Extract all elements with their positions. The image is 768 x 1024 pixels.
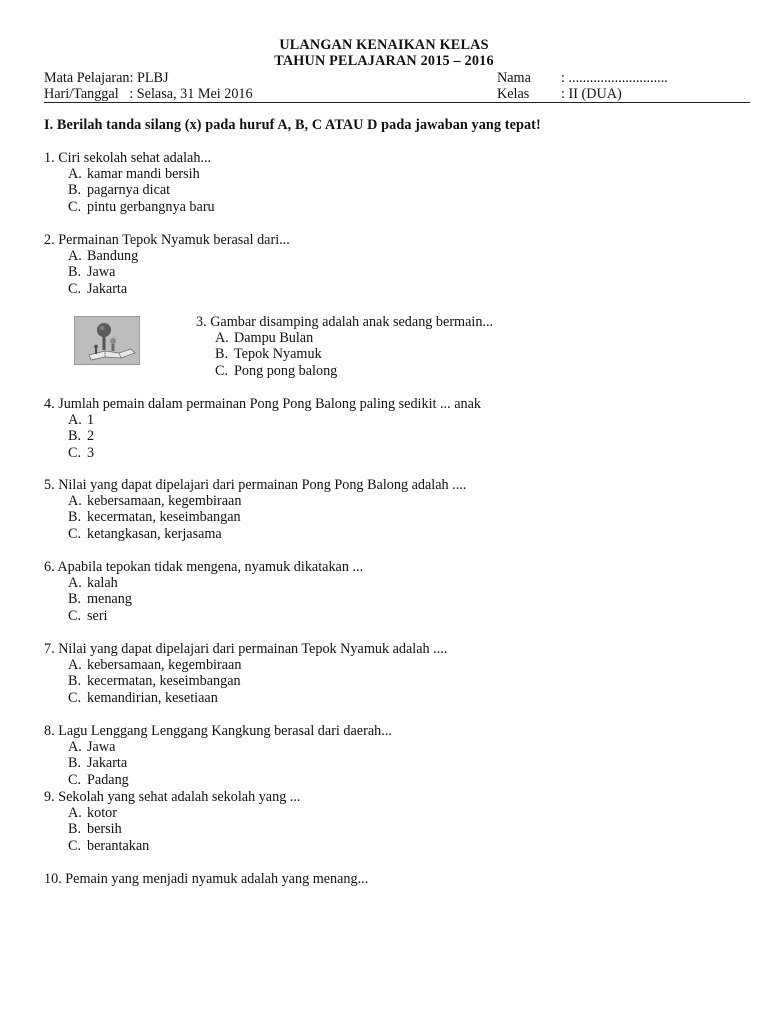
option-text: Pong pong balong — [234, 362, 338, 379]
class-value: : II (DUA) — [561, 86, 622, 102]
question-5-option-b — [68, 509, 241, 525]
playground-icon — [75, 317, 139, 364]
question-9-option-b — [68, 821, 122, 837]
option-letter: C. — [68, 198, 82, 215]
exam-title: ULANGAN KENAIKAN KELAS — [279, 37, 489, 53]
question-1-option-a — [68, 166, 200, 182]
question-3-option-c — [215, 363, 337, 379]
class-label: Kelas — [497, 86, 530, 102]
option-letter: C. — [68, 607, 82, 624]
option-text: Tepok Nyamuk — [234, 346, 322, 363]
option-text: 2 — [87, 428, 95, 445]
question-4-option-c — [68, 445, 94, 461]
question-8-option-b — [68, 755, 127, 771]
option-text: bersih — [87, 821, 122, 838]
option-letter: B. — [68, 821, 82, 838]
question-6-option-b — [68, 591, 132, 607]
option-text: kemandirian, kesetiaan — [87, 689, 218, 706]
question-7-option-c — [68, 690, 218, 706]
option-text: Dampu Bulan — [234, 330, 314, 346]
option-letter: A. — [68, 412, 82, 428]
option-text: pintu gerbangnya baru — [87, 198, 215, 215]
option-letter: B. — [68, 509, 82, 526]
question-8-option-a — [68, 739, 115, 755]
question-4-option-b — [68, 428, 94, 444]
option-letter: A. — [68, 166, 82, 182]
question-6-option-c — [68, 608, 108, 624]
question-2-option-b — [68, 264, 115, 280]
option-letter: C. — [68, 525, 82, 542]
question-2-option-c — [68, 281, 127, 297]
question-1-option-b — [68, 182, 170, 198]
option-text: Jawa — [87, 264, 116, 281]
name-value: : ............................ — [561, 70, 668, 86]
question-1-option-c — [68, 199, 215, 215]
option-text: ketangkasan, kerjasama — [87, 525, 222, 542]
option-text: kebersamaan, kegembiraan — [87, 493, 242, 509]
option-letter: A. — [68, 575, 82, 591]
header-divider — [44, 102, 750, 103]
option-text: menang — [87, 591, 132, 608]
question-3: 3. Gambar disamping adalah anak sedang bermain... — [196, 314, 494, 330]
option-text: Jakarta — [87, 280, 128, 297]
children-playing-illustration — [74, 316, 140, 365]
option-letter: B. — [68, 428, 82, 445]
question-7-option-b — [68, 673, 241, 689]
option-text: kotor — [87, 805, 117, 821]
question-6: 6. Apabila tepokan tidak mengena, nyamuk dikatakan ... — [44, 559, 364, 575]
question-5-option-c — [68, 526, 222, 542]
subject-label: Mata Pelajaran: PLBJ — [44, 70, 169, 86]
option-text: seri — [87, 607, 108, 624]
option-text: 3 — [87, 444, 95, 461]
question-1: 1. Ciri sekolah sehat adalah... — [44, 150, 212, 166]
option-text: kecermatan, keseimbangan — [87, 673, 241, 690]
option-letter: A. — [215, 330, 229, 346]
question-2: 2. Permainan Tepok Nyamuk berasal dari... — [44, 232, 290, 248]
option-letter: C. — [68, 444, 82, 461]
question-5-option-a — [68, 493, 241, 509]
question-8: 8. Lagu Lenggang Lenggang Kangkung berasal dari daerah... — [44, 723, 392, 739]
name-label: Nama — [497, 70, 531, 86]
option-text: berantakan — [87, 837, 150, 854]
question-2-option-a — [68, 248, 138, 264]
option-letter: C. — [68, 280, 82, 297]
option-letter: B. — [68, 182, 82, 199]
question-7: 7. Nilai yang dapat dipelajari dari permainan Tepok Nyamuk adalah .... — [44, 641, 448, 657]
option-text: Jakarta — [87, 755, 128, 772]
option-letter: C. — [215, 362, 229, 379]
question-3-option-a — [215, 330, 313, 346]
option-letter: C. — [68, 689, 82, 706]
question-4: 4. Jumlah pemain dalam permainan Pong Pong Balong paling sedikit ... anak — [44, 396, 481, 412]
option-letter: B. — [68, 264, 82, 281]
option-text: kalah — [87, 575, 118, 591]
option-letter: C. — [68, 771, 82, 788]
question-4-option-a — [68, 412, 94, 428]
option-letter: A. — [68, 657, 82, 673]
question-9: 9. Sekolah yang sehat adalah sekolah yang ... — [44, 789, 301, 805]
option-text: Padang — [87, 771, 129, 788]
option-text: pagarnya dicat — [87, 182, 171, 199]
date-label: Hari/Tanggal : Selasa, 31 Mei 2016 — [44, 86, 253, 102]
question-5: 5. Nilai yang dapat dipelajari dari permainan Pong Pong Balong adalah .... — [44, 477, 467, 493]
option-letter: A. — [68, 805, 82, 821]
question-6-option-a — [68, 575, 118, 591]
option-text: kamar mandi bersih — [87, 166, 200, 182]
option-letter: B. — [68, 673, 82, 690]
question-10: 10. Pemain yang menjadi nyamuk adalah yang menang... — [44, 871, 369, 887]
question-7-option-a — [68, 657, 241, 673]
academic-year: TAHUN PELAJARAN 2015 – 2016 — [274, 53, 494, 69]
question-3-option-b — [215, 346, 322, 362]
option-text: 1 — [87, 412, 95, 428]
question-8-option-c — [68, 772, 129, 788]
option-text: kecermatan, keseimbangan — [87, 509, 241, 526]
question-9-option-c — [68, 838, 149, 854]
option-text: Bandung — [87, 248, 139, 264]
option-letter: B. — [68, 591, 82, 608]
option-text: kebersamaan, kegembiraan — [87, 657, 242, 673]
option-text: Jawa — [87, 739, 116, 755]
option-letter: C. — [68, 837, 82, 854]
option-letter: A. — [68, 739, 82, 755]
option-letter: A. — [68, 248, 82, 264]
option-letter: B. — [68, 755, 82, 772]
question-9-option-a — [68, 805, 117, 821]
option-letter: B. — [215, 346, 229, 363]
instruction: I. Berilah tanda silang (x) pada huruf A, B, C ATAU D pada jawaban yang tepat! — [44, 117, 541, 133]
option-letter: A. — [68, 493, 82, 509]
